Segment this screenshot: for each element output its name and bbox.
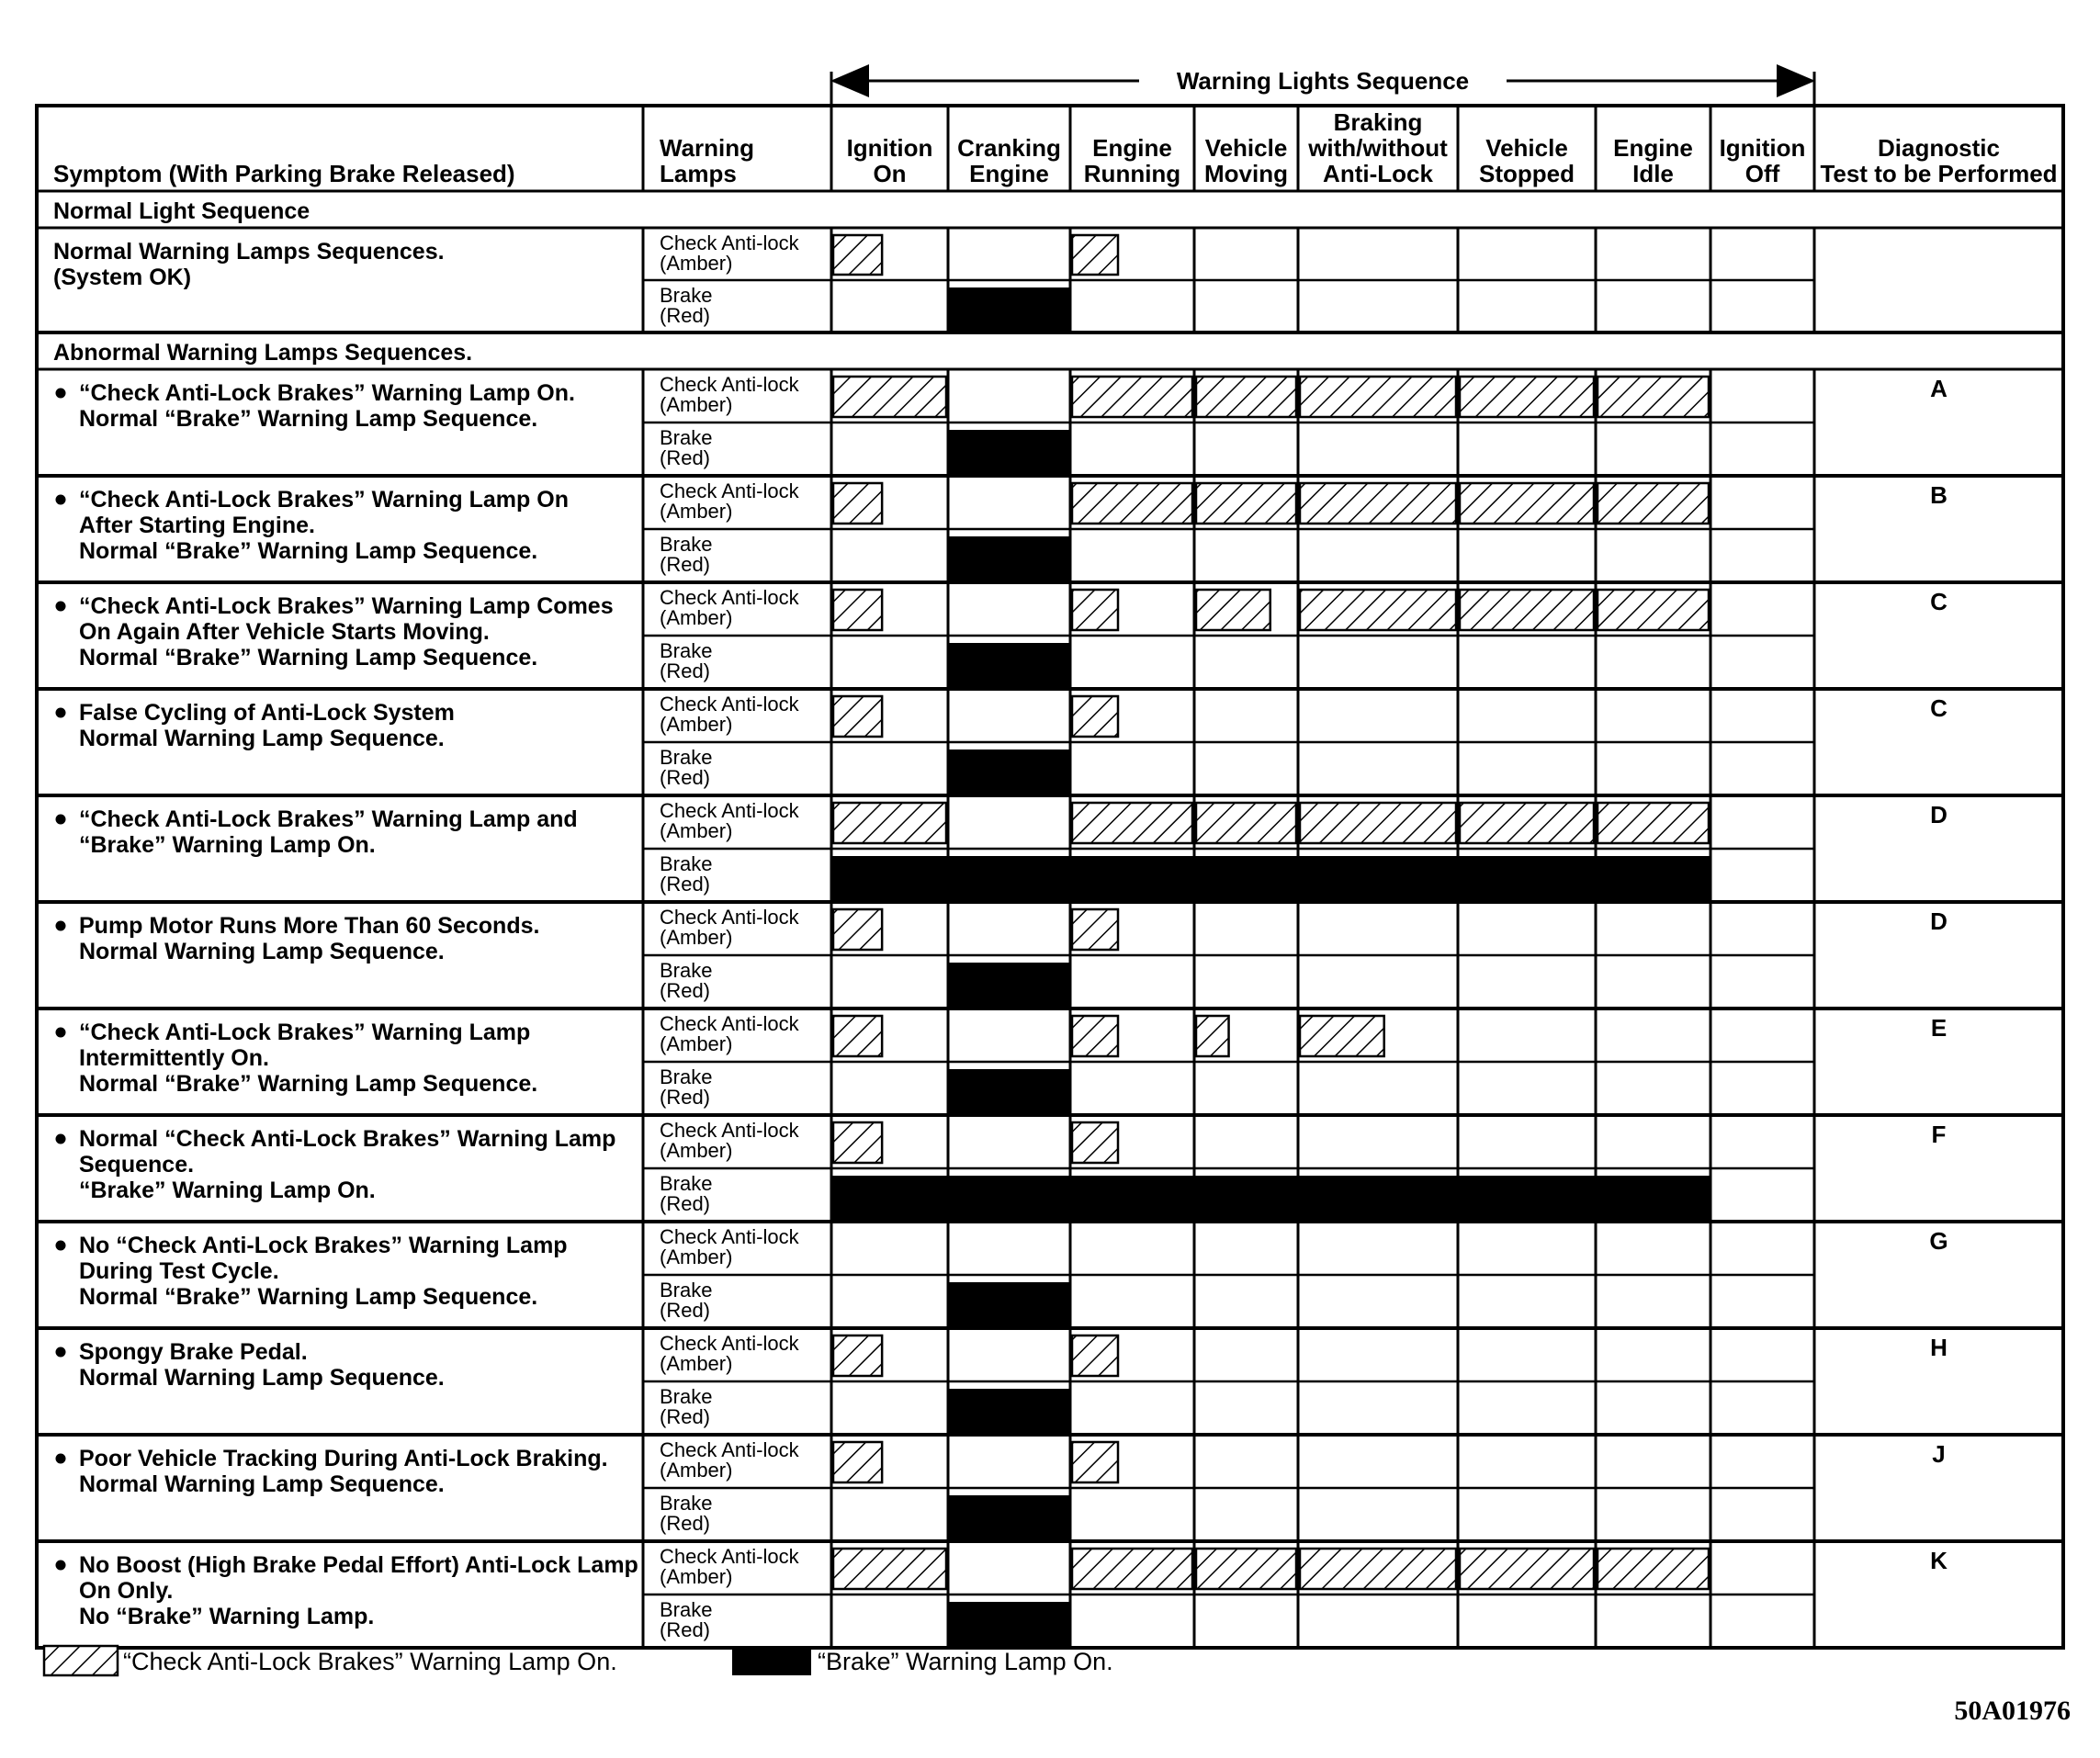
lamp-label-red-color: (Red) (660, 1086, 711, 1109)
symptom-text: Normal “Brake” Warning Lamp Sequence. (79, 1071, 538, 1097)
lamp-label-red-color: (Red) (660, 1512, 711, 1535)
symptom-text: Normal “Check Anti-Lock Brakes” Warning Lamp (79, 1126, 616, 1152)
bullet-icon (56, 1134, 66, 1144)
amber-lamp-on-bar (833, 1442, 882, 1482)
header-warning-lamps: Warning (660, 134, 755, 162)
diagnostic-test-letter: F (1931, 1121, 1947, 1148)
lamp-label-red: Brake (660, 1065, 713, 1088)
lamp-label-red: Brake (660, 426, 713, 449)
symptom-text: “Brake” Warning Lamp On. (79, 1178, 376, 1203)
header-stage-label: Moving (1204, 160, 1288, 187)
legend-solid-text: “Brake” Warning Lamp On. (818, 1648, 1113, 1675)
header-stage-label: Cranking (957, 134, 1061, 162)
lamp-label-red-color: (Red) (660, 553, 711, 576)
amber-lamp-on-bar (1598, 590, 1709, 630)
diagnostic-test-letter: D (1930, 907, 1948, 935)
lamp-label-amber-color: (Amber) (660, 606, 733, 629)
header-diagnostic: Test to be Performed (1820, 160, 2058, 187)
symptom-text: “Check Anti-Lock Brakes” Warning Lamp On (79, 487, 569, 513)
header-stage-label: Engine (969, 160, 1049, 187)
amber-lamp-on-bar (1196, 590, 1270, 630)
header-stage-label: Ignition (1719, 134, 1806, 162)
lamp-label-amber: Check Anti-lock (660, 373, 799, 396)
lamp-label-red: Brake (660, 1492, 713, 1515)
red-lamp-on-bar (1069, 1176, 1195, 1220)
bullet-icon (56, 1454, 66, 1464)
symptom-text: Normal Warning Lamp Sequence. (79, 726, 445, 751)
red-lamp-on-bar (1595, 1176, 1711, 1220)
legend-hatched-swatch (44, 1646, 118, 1675)
red-lamp-on-bar (1297, 1176, 1459, 1220)
lamp-label-red: Brake (660, 852, 713, 875)
amber-lamp-on-bar (1072, 1442, 1118, 1482)
lamp-label-red: Brake (660, 284, 713, 307)
red-lamp-on-bar (1193, 856, 1299, 900)
symptom-text: Normal Warning Lamp Sequence. (79, 1365, 445, 1391)
lamp-label-red: Brake (660, 1172, 713, 1195)
amber-lamp-on-bar (833, 235, 882, 275)
symptom-text: “Check Anti-Lock Brakes” Warning Lamp and (79, 806, 578, 832)
header-stage-label: Ignition (846, 134, 933, 162)
bullet-icon (56, 1561, 66, 1571)
amber-lamp-on-bar (833, 803, 946, 843)
amber-lamp-on-bar (1460, 1549, 1594, 1589)
red-lamp-on-bar (1297, 856, 1459, 900)
header-stage-label: Vehicle (1204, 134, 1288, 162)
amber-lamp-on-bar (833, 909, 882, 950)
lamp-label-amber-color: (Amber) (660, 1032, 733, 1055)
diagnostic-test-letter: E (1930, 1014, 1948, 1042)
amber-lamp-on-bar (1598, 803, 1709, 843)
red-lamp-on-bar (947, 287, 1071, 331)
amber-lamp-on-bar (1460, 803, 1594, 843)
symptom-text: “Brake” Warning Lamp On. (79, 832, 376, 858)
lamp-label-red-color: (Red) (660, 304, 711, 327)
amber-lamp-on-bar (1598, 483, 1709, 524)
lamp-label-amber: Check Anti-lock (660, 586, 799, 609)
lamp-label-amber: Check Anti-lock (660, 1225, 799, 1248)
amber-lamp-on-bar (1598, 377, 1709, 417)
lamp-label-amber: Check Anti-lock (660, 799, 799, 822)
amber-lamp-on-bar (1196, 803, 1296, 843)
amber-lamp-on-bar (1300, 1549, 1456, 1589)
amber-lamp-on-bar (833, 1335, 882, 1376)
red-lamp-on-bar (830, 1176, 949, 1220)
lamp-label-amber: Check Anti-lock (660, 1545, 799, 1568)
lamp-label-red: Brake (660, 639, 713, 662)
symptom-text: Normal “Brake” Warning Lamp Sequence. (79, 406, 538, 432)
lamp-label-red: Brake (660, 1279, 713, 1302)
bullet-icon (56, 389, 66, 399)
symptom-text: On Again After Vehicle Starts Moving. (79, 619, 490, 645)
header-stage-label: Engine (1092, 134, 1172, 162)
amber-lamp-on-bar (1072, 377, 1192, 417)
amber-lamp-on-bar (1072, 1335, 1118, 1376)
section-normal-title: Normal Light Sequence (53, 198, 310, 224)
symptom-text: Normal “Brake” Warning Lamp Sequence. (79, 538, 538, 564)
bullet-icon (56, 1347, 66, 1358)
red-lamp-on-bar (1457, 856, 1597, 900)
amber-lamp-on-bar (1072, 1549, 1192, 1589)
legend-solid-swatch (732, 1648, 811, 1675)
header-stage-label: Anti-Lock (1323, 160, 1433, 187)
lamp-label-amber: Check Anti-lock (660, 906, 799, 929)
bullet-icon (56, 1028, 66, 1038)
lamp-label-amber-color: (Amber) (660, 713, 733, 736)
symptom-text: “Check Anti-Lock Brakes” Warning Lamp (79, 1020, 531, 1045)
symptom-text: During Test Cycle. (79, 1258, 279, 1284)
lamp-label-red: Brake (660, 959, 713, 982)
amber-lamp-on-bar (833, 1549, 946, 1589)
symptom-text: Normal Warning Lamp Sequence. (79, 939, 445, 964)
header-stage-label: On (873, 160, 907, 187)
lamp-label-amber-color: (Amber) (660, 252, 733, 275)
amber-lamp-on-bar (1196, 483, 1296, 524)
red-lamp-on-bar (947, 536, 1071, 580)
symptom-text: No “Brake” Warning Lamp. (79, 1604, 375, 1629)
lamp-label-amber: Check Anti-lock (660, 1012, 799, 1035)
amber-lamp-on-bar (1300, 803, 1456, 843)
header-stage-label: Engine (1613, 134, 1693, 162)
lamp-label-amber: Check Anti-lock (660, 1438, 799, 1461)
amber-lamp-on-bar (833, 483, 882, 524)
lamp-label-amber-color: (Amber) (660, 1565, 733, 1588)
lamp-label-red: Brake (660, 533, 713, 556)
lamp-label-red-color: (Red) (660, 873, 711, 896)
amber-lamp-on-bar (1072, 483, 1192, 524)
amber-lamp-on-bar (1072, 1122, 1118, 1163)
amber-lamp-on-bar (833, 1122, 882, 1163)
amber-lamp-on-bar (1460, 483, 1594, 524)
lamp-label-amber: Check Anti-lock (660, 231, 799, 254)
red-lamp-on-bar (1193, 1176, 1299, 1220)
diagnostic-test-letter: H (1930, 1334, 1948, 1361)
diagnostic-test-letter: C (1930, 588, 1948, 615)
lamp-label-red-color: (Red) (660, 766, 711, 789)
symptom-text: “Check Anti-Lock Brakes” Warning Lamp Comes (79, 593, 614, 619)
lamp-label-red-color: (Red) (660, 1299, 711, 1322)
amber-lamp-on-bar (1460, 377, 1594, 417)
amber-lamp-on-bar (1072, 803, 1192, 843)
lamp-label-amber-color: (Amber) (660, 393, 733, 416)
lamp-label-red: Brake (660, 1385, 713, 1408)
lamp-label-red-color: (Red) (660, 1618, 711, 1641)
amber-lamp-on-bar (1300, 483, 1456, 524)
figure-code: 50A01976 (1954, 1696, 2071, 1726)
diagnostic-test-letter: G (1929, 1227, 1948, 1255)
red-lamp-on-bar (1069, 856, 1195, 900)
bullet-icon (56, 495, 66, 505)
lamp-label-red-color: (Red) (660, 1192, 711, 1215)
lamp-label-red-color: (Red) (660, 1405, 711, 1428)
bullet-icon (56, 1241, 66, 1251)
amber-lamp-on-bar (1072, 590, 1118, 630)
diagnostic-test-letter: J (1932, 1440, 1946, 1468)
symptom-text: Sequence. (79, 1152, 195, 1178)
symptom-text: On Only. (79, 1578, 174, 1604)
symptom-text: Spongy Brake Pedal. (79, 1339, 308, 1365)
lamp-label-amber-color: (Amber) (660, 1139, 733, 1162)
lamp-label-red-color: (Red) (660, 446, 711, 469)
symptom-text: Normal “Brake” Warning Lamp Sequence. (79, 1284, 538, 1310)
lamp-label-amber: Check Anti-lock (660, 1332, 799, 1355)
lamp-label-red-color: (Red) (660, 659, 711, 682)
legend-hatched-text: “Check Anti-Lock Brakes” Warning Lamp On. (123, 1648, 617, 1675)
header-warning-lamps: Lamps (660, 160, 737, 187)
symptom-text: No “Check Anti-Lock Brakes” Warning Lamp (79, 1233, 568, 1258)
red-lamp-on-bar (947, 1602, 1071, 1646)
amber-lamp-on-bar (833, 590, 882, 630)
amber-lamp-on-bar (1072, 696, 1118, 737)
header-stage-label: Braking (1333, 108, 1423, 136)
lamp-label-amber: Check Anti-lock (660, 693, 799, 716)
lamp-label-red: Brake (660, 1598, 713, 1621)
red-lamp-on-bar (947, 430, 1071, 474)
bullet-icon (56, 602, 66, 612)
amber-lamp-on-bar (1300, 1016, 1384, 1056)
header-diagnostic: Diagnostic (1878, 134, 2000, 162)
amber-lamp-on-bar (1196, 1549, 1296, 1589)
red-lamp-on-bar (947, 1495, 1071, 1539)
header-stage-label: Idle (1632, 160, 1674, 187)
amber-lamp-on-bar (833, 377, 946, 417)
red-lamp-on-bar (947, 1176, 1071, 1220)
amber-lamp-on-bar (1196, 377, 1296, 417)
header-stage-label: with/without (1308, 134, 1448, 162)
lamp-label-amber-color: (Amber) (660, 1459, 733, 1482)
lamp-label-amber: Check Anti-lock (660, 479, 799, 502)
red-lamp-on-bar (1595, 856, 1711, 900)
header-symptom: Symptom (With Parking Brake Released) (53, 160, 515, 187)
lamp-label-amber: Check Anti-lock (660, 1119, 799, 1142)
red-lamp-on-bar (947, 749, 1071, 794)
symptom-text: Normal Warning Lamp Sequence. (79, 1471, 445, 1497)
symptom-text: No Boost (High Brake Pedal Effort) Anti-Lock Lamp (79, 1552, 638, 1578)
symptom-text: Pump Motor Runs More Than 60 Seconds. (79, 913, 540, 939)
red-lamp-on-bar (947, 1389, 1071, 1433)
symptom-text: Poor Vehicle Tracking During Anti-Lock Braking. (79, 1446, 608, 1471)
amber-lamp-on-bar (1196, 1016, 1229, 1056)
header-stage-label: Off (1744, 160, 1780, 187)
amber-lamp-on-bar (1300, 377, 1456, 417)
symptom-text: Normal Warning Lamps Sequences. (53, 239, 445, 265)
amber-lamp-on-bar (1072, 909, 1118, 950)
symptom-text: Intermittently On. (79, 1045, 269, 1071)
red-lamp-on-bar (1457, 1176, 1597, 1220)
lamp-label-amber-color: (Amber) (660, 926, 733, 949)
lamp-label-red: Brake (660, 746, 713, 769)
section-abnormal-title: Abnormal Warning Lamps Sequences. (53, 340, 473, 366)
diagnostic-test-letter: K (1930, 1547, 1948, 1574)
amber-lamp-on-bar (1598, 1549, 1709, 1589)
amber-lamp-on-bar (833, 1016, 882, 1056)
amber-lamp-on-bar (1072, 235, 1118, 275)
red-lamp-on-bar (947, 1282, 1071, 1326)
red-lamp-on-bar (947, 856, 1071, 900)
lamp-label-amber-color: (Amber) (660, 819, 733, 842)
diagnostic-test-letter: B (1930, 481, 1948, 509)
diagnostic-test-letter: A (1930, 375, 1948, 402)
symptom-text: False Cycling of Anti-Lock System (79, 700, 455, 726)
sequence-title: Warning Lights Sequence (1176, 67, 1470, 95)
header-stage-label: Vehicle (1485, 134, 1568, 162)
red-lamp-on-bar (830, 856, 949, 900)
lamp-label-amber-color: (Amber) (660, 1352, 733, 1375)
red-lamp-on-bar (947, 1069, 1071, 1113)
header-stage-label: Running (1083, 160, 1181, 187)
lamp-label-amber-color: (Amber) (660, 1245, 733, 1268)
header-stage-label: Stopped (1479, 160, 1575, 187)
bullet-icon (56, 708, 66, 718)
red-lamp-on-bar (947, 643, 1071, 687)
amber-lamp-on-bar (833, 696, 882, 737)
lamp-label-red-color: (Red) (660, 979, 711, 1002)
symptom-text: “Check Anti-Lock Brakes” Warning Lamp On. (79, 380, 575, 406)
symptom-text: After Starting Engine. (79, 513, 315, 538)
diagnostic-test-letter: D (1930, 801, 1948, 828)
bullet-icon (56, 815, 66, 825)
red-lamp-on-bar (947, 963, 1071, 1007)
symptom-text: Normal “Brake” Warning Lamp Sequence. (79, 645, 538, 671)
amber-lamp-on-bar (1460, 590, 1594, 630)
lamp-label-amber-color: (Amber) (660, 500, 733, 523)
bullet-icon (56, 921, 66, 931)
amber-lamp-on-bar (1072, 1016, 1118, 1056)
diagnostic-test-letter: C (1930, 694, 1948, 722)
amber-lamp-on-bar (1300, 590, 1456, 630)
symptom-text: (System OK) (53, 265, 192, 290)
